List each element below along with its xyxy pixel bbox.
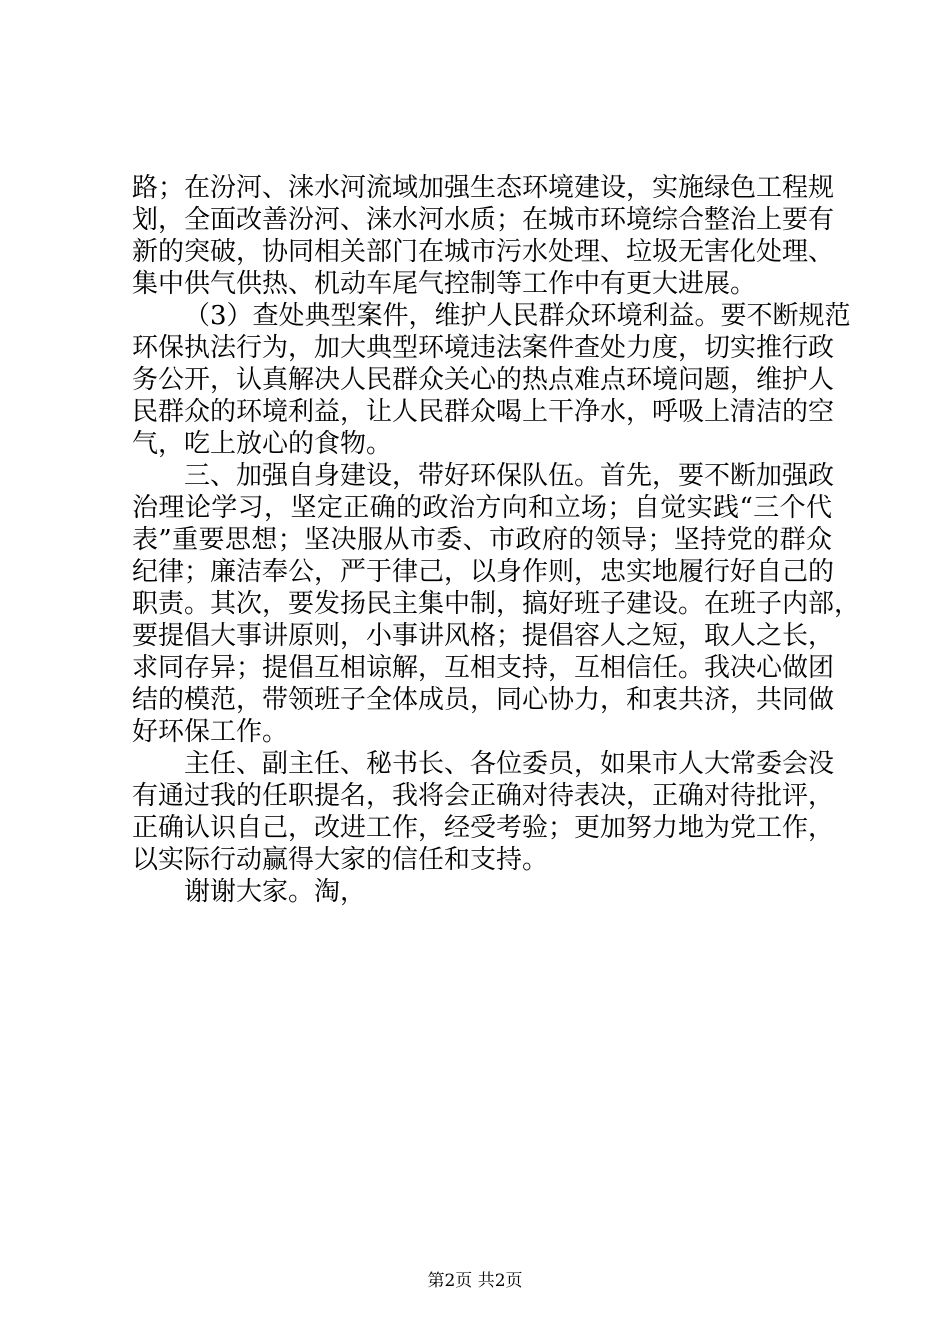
text-line: 要提倡大事讲原则，小事讲风格；提倡容人之短，取人之长， — [132, 621, 835, 651]
text-line: 务公开，认真解决人民群众关心的热点难点环境问题，维护人 — [132, 365, 835, 395]
text-line: 谢谢大家。淘， — [184, 877, 367, 907]
text-line: 治理论学习，坚定正确的政治方向和立场；自觉实践“三个代 — [132, 493, 832, 523]
text-line: 职责。其次，要发扬民主集中制，搞好班子建设。在班子内部， — [132, 589, 861, 619]
text-line: 有通过我的任职提名，我将会正确对待表决，正确对待批评， — [132, 781, 835, 811]
text-line: 正确认识自己，改进工作，经受考验；更加努力地为党工作， — [132, 813, 835, 843]
text-line: 民群众的环境利益，让人民群众喝上干净水，呼吸上清洁的空 — [132, 397, 835, 427]
text-line: 新的突破，协同相关部门在城市污水处理、垃圾无害化处理、 — [132, 237, 835, 267]
text-line: 集中供气供热、机动车尾气控制等工作中有更大进展。 — [132, 269, 757, 299]
text-line: 三、加强自身建设，带好环保队伍。首先，要不断加强政 — [184, 461, 835, 491]
text-line: 气，吃上放心的食物。 — [132, 429, 393, 459]
document-body — [132, 172, 861, 908]
text-line: 求同存异；提倡互相谅解，互相支持，互相信任。我决心做团 — [132, 653, 835, 683]
text-line: 以实际行动赢得大家的信任和支持。 — [132, 845, 549, 875]
text-line: 划，全面改善汾河、涞水河水质；在城市环境综合整治上要有 — [132, 205, 835, 235]
text-line: （3）查处典型案件，维护人民群众环境利益。要不断规范 — [184, 301, 851, 331]
text-line: 主任、副主任、秘书长、各位委员，如果市人大常委会没 — [184, 749, 835, 779]
text-line: 好环保工作。 — [132, 717, 289, 747]
text-line: 路；在汾河、涞水河流域加强生态环境建设，实施绿色工程规 — [132, 173, 835, 203]
text-line: 环保执法行为，加大典型环境违法案件查处力度，切实推行政 — [132, 333, 835, 363]
text-line: 结的模范，带领班子全体成员，同心协力，和衷共济，共同做 — [132, 685, 835, 715]
page-footer: 第2页 共2页 — [427, 1271, 523, 1291]
text-line: 表”重要思想；坚决服从市委、市政府的领导；坚持党的群众 — [132, 525, 832, 555]
text-line: 纪律；廉洁奉公，严于律己，以身作则，忠实地履行好自己的 — [132, 557, 835, 587]
